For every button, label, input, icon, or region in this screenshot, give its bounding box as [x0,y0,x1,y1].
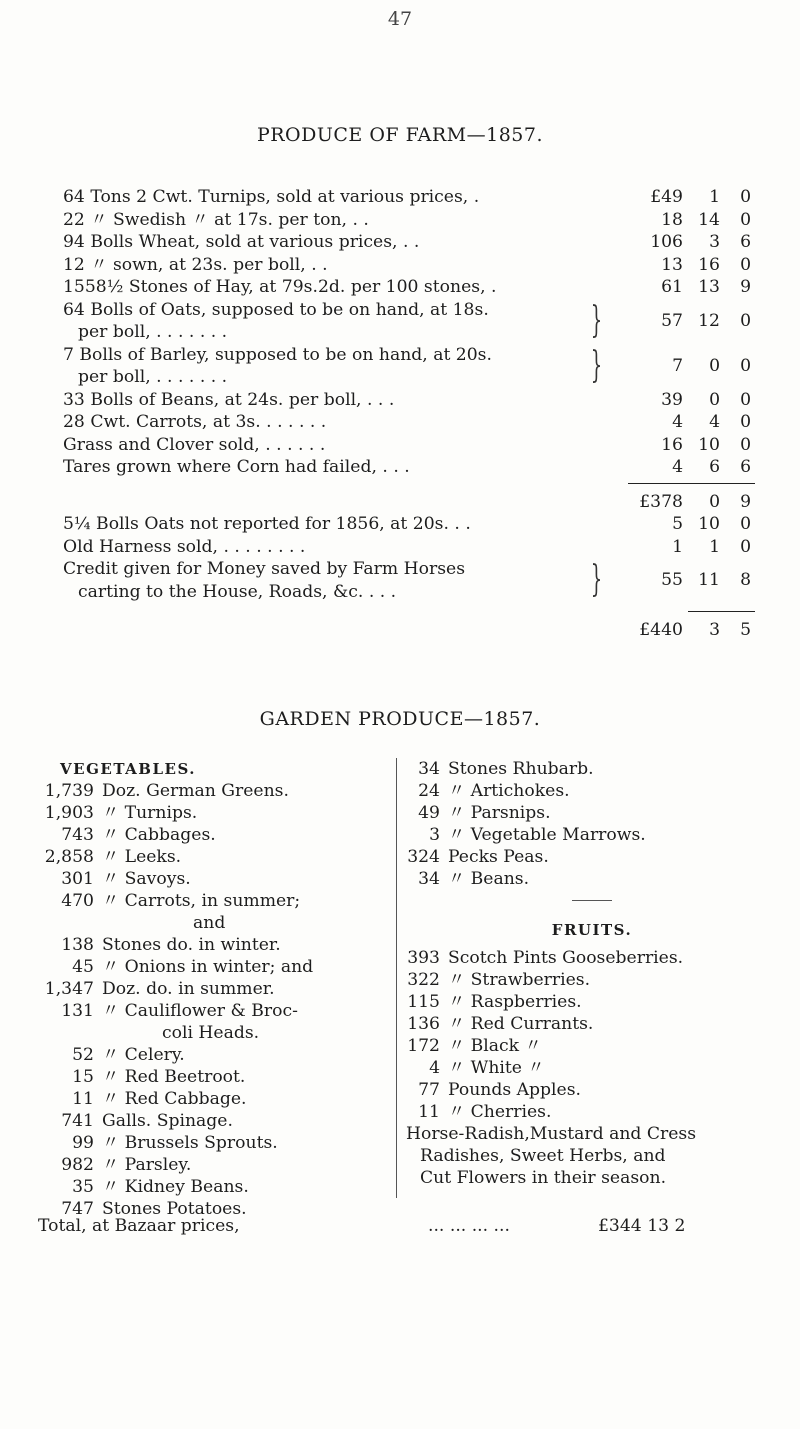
farm-item-pounds: 61 [661,277,683,297]
right-vegetable-list [406,758,778,890]
vegetable-quantity: 131 [61,1001,94,1021]
farm-item-row [63,434,753,457]
vegetable-line [38,890,393,912]
right-vegetable-text: 〃 Beans. [448,869,530,889]
right-vegetable-line [406,780,778,802]
fruits-heading: FRUITS. [551,921,633,939]
farm-item-description [63,344,595,389]
farm-item-description [63,434,595,457]
farm-item-text: 12 〃 sown, at 23s. per boll, . . [63,254,328,275]
fruit-quantity: 77 [418,1080,440,1100]
vegetable-quantity: 2,858 [44,847,94,867]
farm-item-pence: 9 [740,277,751,297]
extra-item-text: Old Harness sold, . . . . . . . . [63,536,306,557]
section-divider [572,900,612,901]
right-vegetable-line [406,824,778,846]
vegetable-text: coli Heads. [162,1023,260,1043]
fruit-quantity: 115 [407,992,440,1012]
vegetable-line [38,802,393,824]
total-rule [688,611,755,612]
farm-item-text: 64 Bolls of Oats, supposed to be on hand, at 18s. [63,299,489,320]
fruit-text: 〃 White 〃 [448,1058,545,1078]
extra-item-shillings: 1 [709,536,720,557]
vegetable-quantity: 741 [61,1111,94,1131]
farm-item-row [63,411,753,434]
fruit-text: 〃 Cherries. [448,1102,552,1122]
vegetable-quantity: 1,903 [44,803,94,823]
farm-item-pence: 0 [740,254,751,275]
vegetable-text: Stones do. in winter. [102,935,281,955]
farm-item-shillings: 1 [709,187,720,207]
fruit-line [406,1057,778,1079]
fruit-text: 〃 Raspberries. [448,992,582,1012]
farm-item-pence: 0 [740,310,751,331]
vegetable-line [38,978,393,1000]
vegetable-text: 〃 Cauliflower & Broc- [102,1001,298,1021]
fruit-quantity: 136 [407,1014,440,1034]
subtotal-rule [628,483,755,484]
farm-item-pence: 0 [740,412,751,432]
extra-item-pence: 8 [740,570,751,590]
fruits-note-line: Cut Flowers in their season. [420,1168,667,1188]
column-divider [396,758,397,1198]
farm-subtotal-row [63,491,753,514]
farm-item-shillings: 4 [709,412,720,432]
farm-item-shillings: 10 [698,434,720,455]
fruit-quantity: 11 [418,1102,440,1122]
farm-item-row [63,254,753,277]
vegetable-quantity: 35 [72,1177,94,1197]
farm-item-text: 94 Bolls Wheat, sold at various prices, . . [63,232,420,252]
fruit-line [406,947,778,969]
farm-item-description [63,209,595,232]
extra-item-pence: 0 [740,514,751,534]
farm-item-shillings: 14 [698,209,720,230]
farm-item-shillings: 13 [698,277,720,297]
extra-item-pounds: 5 [672,514,683,534]
fruit-text: 〃 Strawberries. [448,970,591,990]
vegetable-line [38,1044,393,1066]
page-number: 47 [387,8,413,30]
farm-item-pounds: 7 [672,355,683,376]
vegetable-line [38,1000,393,1022]
farm-item-row [63,299,753,344]
vegetable-line [38,1110,393,1132]
extra-item-shillings: 11 [698,570,720,590]
vegetable-text: 〃 Brussels Sprouts. [102,1133,278,1153]
farm-item-text: Grass and Clover sold, . . . . . . [63,434,326,455]
vegetable-quantity: 52 [72,1045,94,1065]
garden-total-label: Total, at Bazaar prices, [38,1216,240,1236]
vegetable-text: 〃 Red Beetroot. [102,1067,246,1087]
fruit-text: Pounds Apples. [448,1080,582,1100]
farm-item-description [63,276,595,299]
total-pence: 5 [740,620,751,640]
brace-glyph: } [590,559,603,600]
farm-item-pounds: 18 [661,209,683,230]
extra-item-row [63,536,753,559]
extra-item-description [63,513,595,536]
extra-item-description [63,558,595,603]
farm-item-row [63,456,753,479]
fruits-note-line: Radishes, Sweet Herbs, and [420,1146,666,1166]
farm-item-text: 64 Tons 2 Cwt. Turnips, sold at various prices, . [63,187,480,207]
vegetable-line [38,912,393,934]
vegetable-line [38,1154,393,1176]
vegetable-line [38,1088,393,1110]
farm-item-pounds: 57 [661,310,683,331]
vegetable-text: 〃 Carrots, in summer; [102,891,301,911]
farm-item-description [63,299,595,344]
farm-item-text: 1558½ Stones of Hay, at 79s.2d. per 100 stones, . [63,277,497,297]
fruits-note-line: Horse-Radish,Mustard and Cress [406,1124,697,1144]
right-vegetable-line [406,802,778,824]
vegetable-quantity: 15 [72,1067,94,1087]
farm-item-row [63,186,753,209]
vegetable-text: Doz. do. in summer. [102,979,275,999]
farm-item-row [63,209,753,232]
subtotal-shillings: 0 [709,491,720,512]
vegetable-quantity: 45 [72,957,94,977]
farm-item-shillings: 0 [709,389,720,410]
fruit-line [406,1101,778,1123]
vegetable-line [38,1066,393,1088]
fruit-line [406,991,778,1013]
subtotal-pence: 9 [740,491,751,512]
right-column [406,758,778,1189]
farm-item-row [63,344,753,389]
farm-item-text: 28 Cwt. Carrots, at 3s. . . . . . . [63,412,327,432]
farm-item-description [63,411,595,434]
right-vegetable-text: Stones Rhubarb. [448,759,594,779]
vegetable-text: 〃 Turnips. [102,803,198,823]
vegetable-text: 〃 Savoys. [102,869,191,889]
right-vegetable-text: Pecks Peas. [448,847,549,867]
extra-item-text-continued: carting to the House, Roads, &c. . . . [78,581,397,602]
fruit-line [406,969,778,991]
extra-item-description [63,536,595,559]
farm-item-pence: 6 [740,232,751,252]
farm-item-row [63,231,753,254]
vegetable-line [38,1022,393,1044]
farm-item-text: Tares grown where Corn had failed, . . . [63,457,410,477]
extra-item-pounds: 55 [661,570,683,590]
vegetable-quantity: 1,347 [44,979,94,999]
farm-item-description [63,254,595,277]
farm-total-row [63,619,753,642]
extra-item-text: 5¼ Bolls Oats not reported for 1856, at 20s. . . [63,514,471,534]
farm-item-text-continued: per boll, . . . . . . . [78,367,228,387]
farm-item-description [63,456,595,479]
vegetable-line [38,934,393,956]
fruit-quantity: 4 [429,1058,440,1078]
extra-item-shillings: 10 [698,514,720,534]
brace-glyph: } [590,344,603,386]
fruit-quantity: 172 [407,1036,440,1056]
vegetable-text: 〃 Cabbages. [102,825,216,845]
fruit-text: 〃 Red Currants. [448,1014,594,1034]
fruit-text: 〃 Black 〃 [448,1036,542,1056]
vegetable-quantity: 982 [61,1155,94,1175]
fruits-note [406,1123,778,1189]
vegetable-line [38,1176,393,1198]
vegetable-quantity: 747 [61,1199,94,1219]
extra-item-text: Credit given for Money saved by Farm Horses [63,559,466,579]
fruit-quantity: 393 [407,948,440,968]
farm-item-pence: 0 [740,187,751,207]
farm-item-text: 33 Bolls of Beans, at 24s. per boll, . . . [63,389,395,410]
farm-item-row [63,276,753,299]
vegetable-line [38,846,393,868]
farm-item-pounds: 16 [661,434,683,455]
vegetable-quantity: 138 [61,935,94,955]
brace-glyph: } [590,299,603,341]
farm-item-text: 22 〃 Swedish 〃 at 17s. per ton, . . [63,209,369,230]
farm-item-pounds: 13 [661,254,683,275]
vegetable-text: 〃 Leeks. [102,847,182,867]
vegetable-text: 〃 Celery. [102,1045,185,1065]
fruit-quantity: 322 [407,970,440,990]
farm-item-text: 7 Bolls of Barley, supposed to be on hand, at 20s. [63,344,492,365]
farm-item-pence: 0 [740,355,751,376]
farm-items [63,186,753,479]
garden-total-dots: ... ... ... ... [428,1216,510,1236]
vegetable-quantity: 470 [61,891,94,911]
vegetable-text: 〃 Onions in winter; and [102,957,314,977]
vegetable-line [38,1132,393,1154]
extra-item-row [63,513,753,536]
right-vegetable-line [406,846,778,868]
right-vegetable-quantity: 3 [429,825,440,845]
fruit-line [406,1013,778,1035]
farm-item-pounds: 39 [661,389,683,410]
right-vegetable-text: 〃 Parsnips. [448,803,551,823]
fruit-line [406,1079,778,1101]
vegetable-text: 〃 Kidney Beans. [102,1177,249,1197]
right-vegetable-quantity: 49 [418,803,440,823]
vegetable-line [38,956,393,978]
extra-item-row [63,558,753,603]
vegetable-text: Stones Potatoes. [102,1199,247,1219]
subtotal-pounds: £378 [639,491,683,512]
right-vegetable-line [406,868,778,890]
right-vegetable-quantity: 34 [418,759,440,779]
vegetable-text: 〃 Parsley. [102,1155,192,1175]
vegetable-quantity: 99 [72,1133,94,1153]
right-vegetable-quantity: 24 [418,781,440,801]
vegetable-quantity: 1,739 [44,781,94,801]
vegetable-list [38,780,393,1220]
farm-item-pence: 0 [740,434,751,455]
farm-item-pounds: 106 [650,232,683,252]
fruit-list [406,947,778,1123]
farm-item-pounds: 4 [672,412,683,432]
vegetables-heading: VEGETABLES. [60,760,196,778]
vegetables-column [38,758,393,1220]
vegetable-text: and [193,913,226,933]
farm-item-description [63,389,595,412]
vegetable-line [38,824,393,846]
farm-item-pounds: £49 [650,187,683,207]
vegetable-quantity: 11 [72,1089,94,1109]
farm-item-pounds: 4 [672,457,683,477]
farm-produce-table [63,186,753,642]
vegetable-quantity: 301 [61,869,94,889]
right-vegetable-quantity: 324 [407,847,440,867]
farm-item-row [63,389,753,412]
total-shillings: 3 [709,620,720,640]
farm-title: PRODUCE OF FARM—1857. [256,124,544,146]
fruit-text: Scotch Pints Gooseberries. [448,948,684,968]
right-vegetable-line [406,758,778,780]
vegetable-line [38,868,393,890]
total-rule-row [63,603,753,619]
farm-item-shillings: 3 [709,232,720,252]
right-vegetable-text: 〃 Vegetable Marrows. [448,825,646,845]
vegetable-text: Galls. Spinage. [102,1111,233,1131]
farm-item-shillings: 6 [709,457,720,477]
farm-item-description [63,186,595,209]
farm-item-shillings: 0 [709,355,720,376]
vegetable-line [38,780,393,802]
farm-item-pence: 6 [740,457,751,477]
vegetable-quantity: 743 [61,825,94,845]
garden-total-value: £344 13 2 [598,1216,686,1236]
garden-title: GARDEN PRODUCE—1857. [259,708,541,730]
farm-item-text-continued: per boll, . . . . . . . [78,322,228,342]
farm-item-pence: 0 [740,209,751,230]
total-pounds: £440 [639,620,683,640]
extra-items [63,513,753,603]
vegetable-text: 〃 Red Cabbage. [102,1089,247,1109]
farm-item-pence: 0 [740,389,751,410]
right-vegetable-quantity: 34 [418,869,440,889]
subtotal-rule-row [63,479,753,491]
right-vegetable-text: 〃 Artichokes. [448,781,570,801]
vegetable-text: Doz. German Greens. [102,781,289,801]
fruit-line [406,1035,778,1057]
extra-item-pounds: 1 [672,536,683,557]
farm-item-shillings: 12 [698,310,720,331]
extra-item-pence: 0 [740,536,751,557]
farm-item-description [63,231,595,254]
farm-item-shillings: 16 [698,254,720,275]
